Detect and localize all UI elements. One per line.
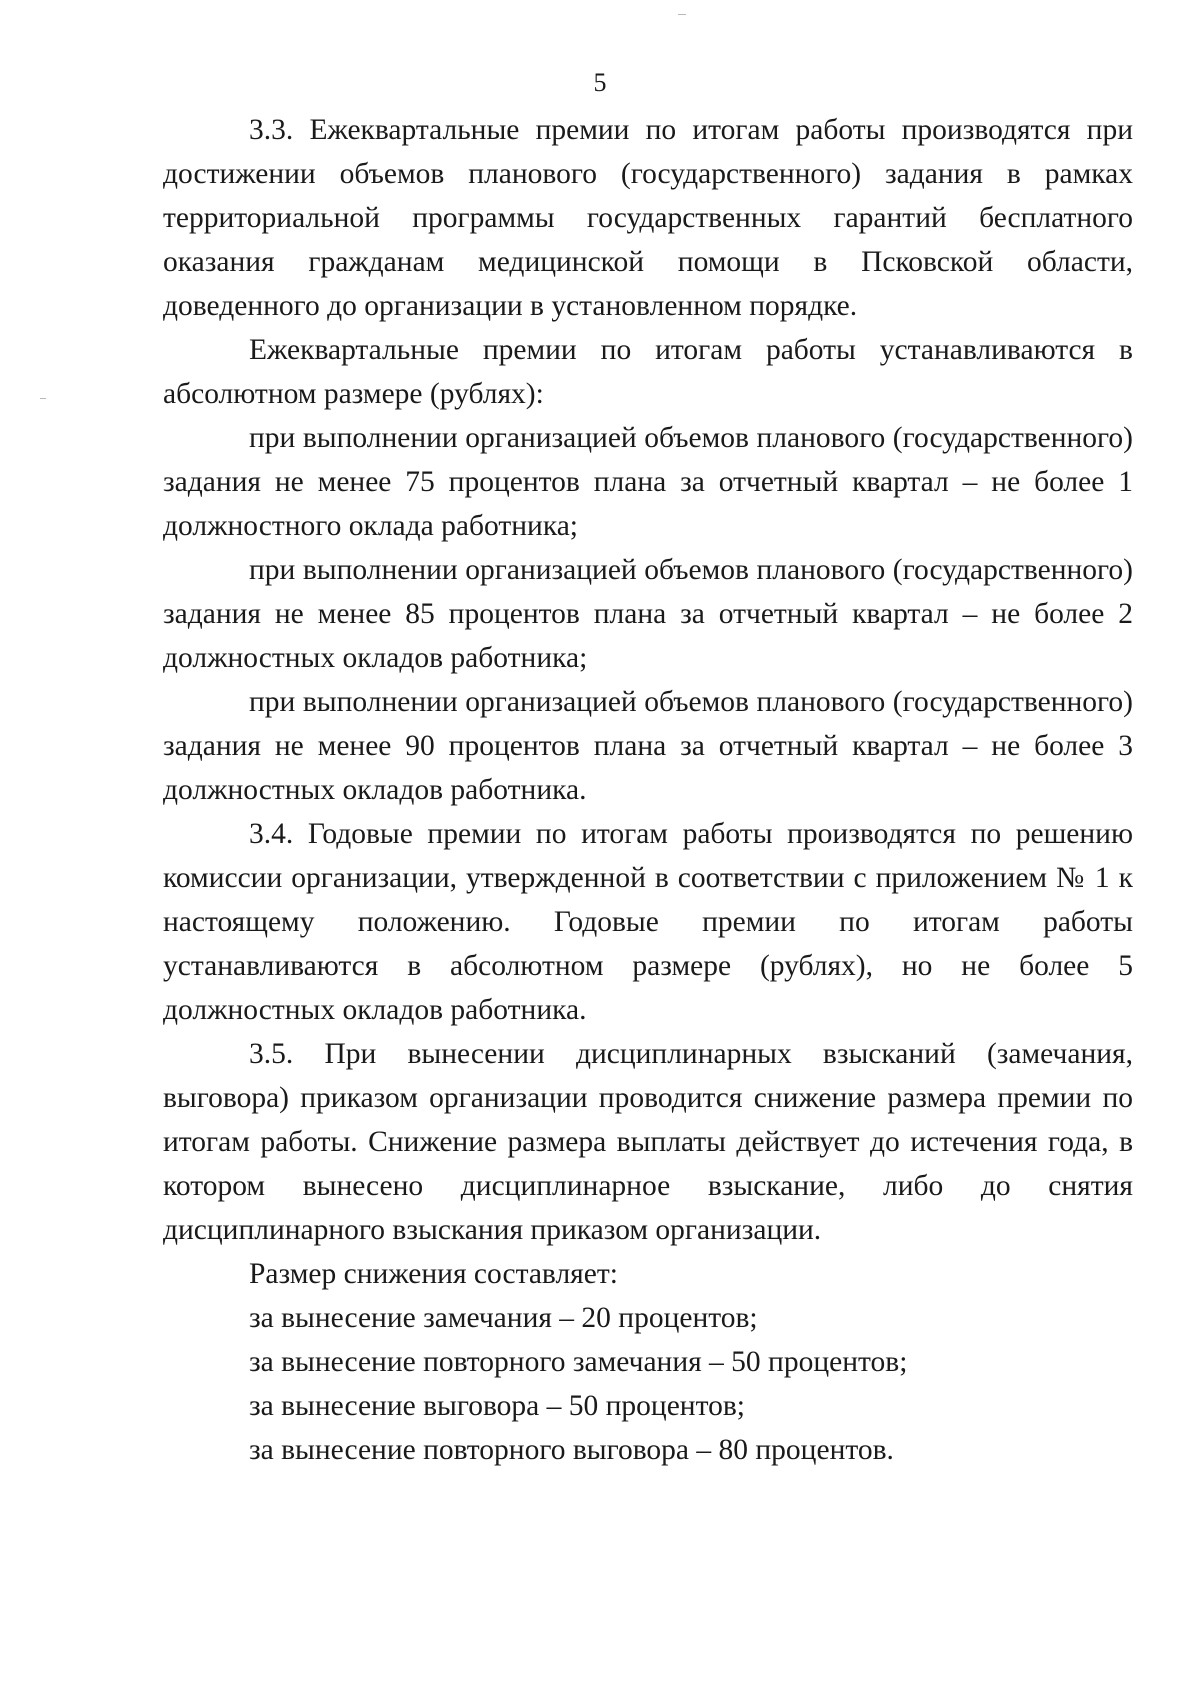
scan-mark-top (678, 14, 686, 15)
scan-mark-left (40, 398, 46, 399)
paragraph-3-3: 3.3. Ежеквартальные премии по итогам работы производятся при достижении объемов планового (государственного) задания в рамках территориальной программы государственных гарантий бесплатного оказания гражданам медицинской помощи в Псковской области, доведенного до организации в установленном порядке. (163, 114, 1133, 322)
list-item-repeat-remark: за вынесение повторного замечания – 50 процентов; (249, 1346, 908, 1378)
paragraph-condition-90: при выполнении организацией объемов планового (государственного) задания не менее 90 процентов плана за отчетный квартал – не более 3 должностных окладов работника. (163, 686, 1133, 806)
paragraph-condition-75: при выполнении организацией объемов планового (государственного) задания не менее 75 процентов плана за отчетный квартал – не более 1 должностного оклада работника; (163, 422, 1133, 542)
page-number: 5 (593, 68, 607, 97)
list-item-repeat-reprimand: за вынесение повторного выговора – 80 процентов. (249, 1434, 894, 1466)
list-item-reprimand: за вынесение выговора – 50 процентов; (249, 1390, 745, 1422)
list-item-remark: за вынесение замечания – 20 процентов; (249, 1302, 758, 1334)
paragraph-reduction-size: Размер снижения составляет: (249, 1258, 618, 1290)
paragraph-quarterly-bonus: Ежеквартальные премии по итогам работы устанавливаются в абсолютном размере (рублях): (163, 334, 1133, 410)
paragraph-3-5: 3.5. При вынесении дисциплинарных взысканий (замечания, выговора) приказом организации проводится снижение размера премии по итогам работы. Снижение размера выплаты действует до истечения года, в котором вынесено дисциплинарное взыскание, либо до снятия дисциплинарного взыскания приказом организации. (163, 1038, 1133, 1246)
document-body (163, 108, 1133, 1472)
paragraph-condition-85: при выполнении организацией объемов планового (государственного) задания не менее 85 процентов плана за отчетный квартал – не более 2 должностных окладов работника; (163, 554, 1133, 674)
paragraph-3-4: 3.4. Годовые премии по итогам работы производятся по решению комиссии организации, утвержденной в соответствии с приложением № 1 к настоящему положению. Годовые премии по итогам работы устанавливаются в абсолютном размере (рублях), но не более 5 должностных окладов работника. (163, 818, 1133, 1026)
